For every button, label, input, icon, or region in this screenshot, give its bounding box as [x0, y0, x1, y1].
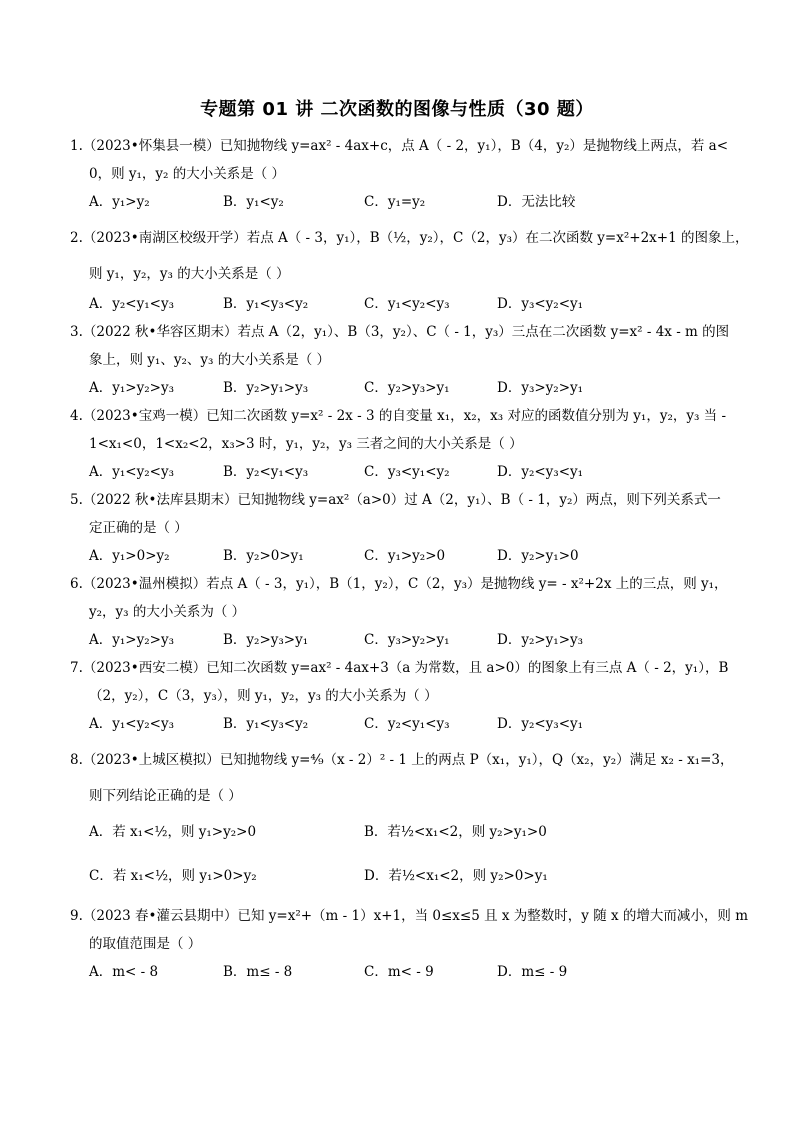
question-8-option-d: D．若½<x₁<2，则 y₂>0>y₁	[364, 868, 548, 884]
question-7-option-b: B．y₁<y₃<y₂	[223, 716, 309, 732]
question-2-option-d: D．y₃<y₂<y₁	[497, 296, 584, 312]
question-7-option-d: D．y₂<y₃<y₁	[497, 716, 584, 732]
question-5-line-1: 5.（2022 秋•法库县期末）已知抛物线 y=ax²（a>0）过 A（2，y₁）、B（ - 1，y₂）两点，则下列关系式一	[70, 492, 721, 508]
question-1-option-d: D．无法比较	[497, 194, 576, 210]
question-4-option-a: A．y₁<y₂<y₃	[89, 464, 174, 480]
question-9-line-1: 9.（2023 春•灌云县期中）已知 y=x²+（m - 1）x+1，当 0≤x≤5 且 x 为整数时，y 随 x 的增大而减小，则 m	[70, 908, 749, 924]
page-title: 专题第 01 讲 二次函数的图像与性质（30 题）	[200, 99, 594, 120]
question-5-option-d: D．y₂>y₁>0	[497, 548, 579, 564]
question-7-line-2: （2，y₂），C（3，y₃），则 y₁，y₂，y₃ 的大小关系为（ ）	[89, 688, 438, 704]
question-4-option-b: B．y₂<y₁<y₃	[223, 464, 309, 480]
question-9-option-a: A．m< - 8	[89, 964, 159, 980]
question-3-option-c: C．y₂>y₃>y₁	[364, 380, 450, 396]
question-3-option-a: A．y₁>y₂>y₃	[89, 380, 174, 396]
question-9-option-c: C．m< - 9	[364, 964, 434, 980]
question-7-option-c: C．y₂<y₁<y₃	[364, 716, 450, 732]
question-2-option-c: C．y₁<y₂<y₃	[364, 296, 450, 312]
question-1-line-1: 1.（2023•怀集县一模）已知抛物线 y=ax² - 4ax+c，点 A（ - 2，y₁），B（4，y₂）是抛物线上两点，若 a<	[70, 138, 729, 154]
question-8-line-2: 则下列结论正确的是（ ）	[89, 788, 242, 804]
question-9-option-b: B．m≤ - 8	[223, 964, 293, 980]
question-1-option-b: B．y₁<y₂	[223, 194, 284, 210]
question-1-option-a: A．y₁>y₂	[89, 194, 150, 210]
question-4-line-2: 1<x₁<0，1<x₂<2，x₃>3 时，y₁，y₂，y₃ 三者之间的大小关系是（ ）	[89, 436, 523, 452]
question-7-line-1: 7.（2023•西安二模）已知二次函数 y=ax² - 4ax+3（a 为常数，且 a>0）的图象上有三点 A（ - 2，y₁），B	[70, 660, 729, 676]
question-4-line-1: 4.（2023•宝鸡一模）已知二次函数 y=x² - 2x - 3 的自变量 x₁，x₂，x₃ 对应的函数值分别为 y₁，y₂，y₃ 当 -	[70, 408, 727, 424]
question-6-line-2: y₂，y₃ 的大小关系为（ ）	[89, 604, 246, 620]
question-2-line-2: 则 y₁，y₂，y₃ 的大小关系是（ ）	[89, 266, 290, 282]
question-8-option-b: B．若½<x₁<2，则 y₂>y₁>0	[364, 824, 547, 840]
question-5-option-b: B．y₂>0>y₁	[223, 548, 304, 564]
question-2-option-a: A．y₂<y₁<y₃	[89, 296, 174, 312]
question-8-line-1: 8.（2023•上城区模拟）已知抛物线 y=⁴⁄₉（x - 2）² - 1 上的两点 P（x₁，y₁），Q（x₂，y₂）满足 x₂ - x₁=3，	[70, 752, 734, 768]
question-4-option-c: C．y₃<y₁<y₂	[364, 464, 450, 480]
question-3-option-b: B．y₂>y₁>y₃	[223, 380, 309, 396]
question-2-line-1: 2.（2023•南湖区校级开学）若点 A（ - 3，y₁），B（½，y₂），C（2，y₃）在二次函数 y=x²+2x+1 的图象上，	[70, 230, 749, 246]
question-4-option-d: D．y₂<y₃<y₁	[497, 464, 584, 480]
question-3-line-1: 3.（2022 秋•华容区期末）若点 A（2，y₁）、B（3，y₂）、C（ - 1，y₃）三点在二次函数 y=x² - 4x - m 的图	[70, 324, 730, 340]
question-9-option-d: D．m≤ - 9	[497, 964, 568, 980]
question-5-line-2: 定正确的是（ ）	[89, 520, 188, 536]
question-6-option-c: C．y₃>y₂>y₁	[364, 632, 450, 648]
question-3-option-d: D．y₃>y₂>y₁	[497, 380, 584, 396]
question-1-line-2: 0，则 y₁，y₂ 的大小关系是（ ）	[89, 166, 286, 182]
question-5-option-a: A．y₁>0>y₂	[89, 548, 170, 564]
question-8-option-c: C．若 x₁<½，则 y₁>0>y₂	[89, 868, 257, 884]
question-7-option-a: A．y₁<y₂<y₃	[89, 716, 174, 732]
question-3-line-2: 象上，则 y₁、y₂、y₃ 的大小关系是（ ）	[89, 352, 330, 368]
question-1-option-c: C．y₁=y₂	[364, 194, 426, 210]
question-8-option-a: A．若 x₁<½，则 y₁>y₂>0	[89, 824, 257, 840]
question-6-option-a: A．y₁>y₂>y₃	[89, 632, 174, 648]
question-9-line-2: 的取值范围是（ ）	[89, 936, 202, 952]
question-6-option-b: B．y₂>y₃>y₁	[223, 632, 309, 648]
question-6-option-d: D．y₂>y₁>y₃	[497, 632, 584, 648]
question-6-line-1: 6.（2023•温州模拟）若点 A（ - 3，y₁），B（1，y₂），C（2，y₃）是抛物线 y= - x²+2x 上的三点，则 y₁，	[70, 576, 728, 592]
question-2-option-b: B．y₁<y₃<y₂	[223, 296, 309, 312]
question-5-option-c: C．y₁>y₂>0	[364, 548, 446, 564]
